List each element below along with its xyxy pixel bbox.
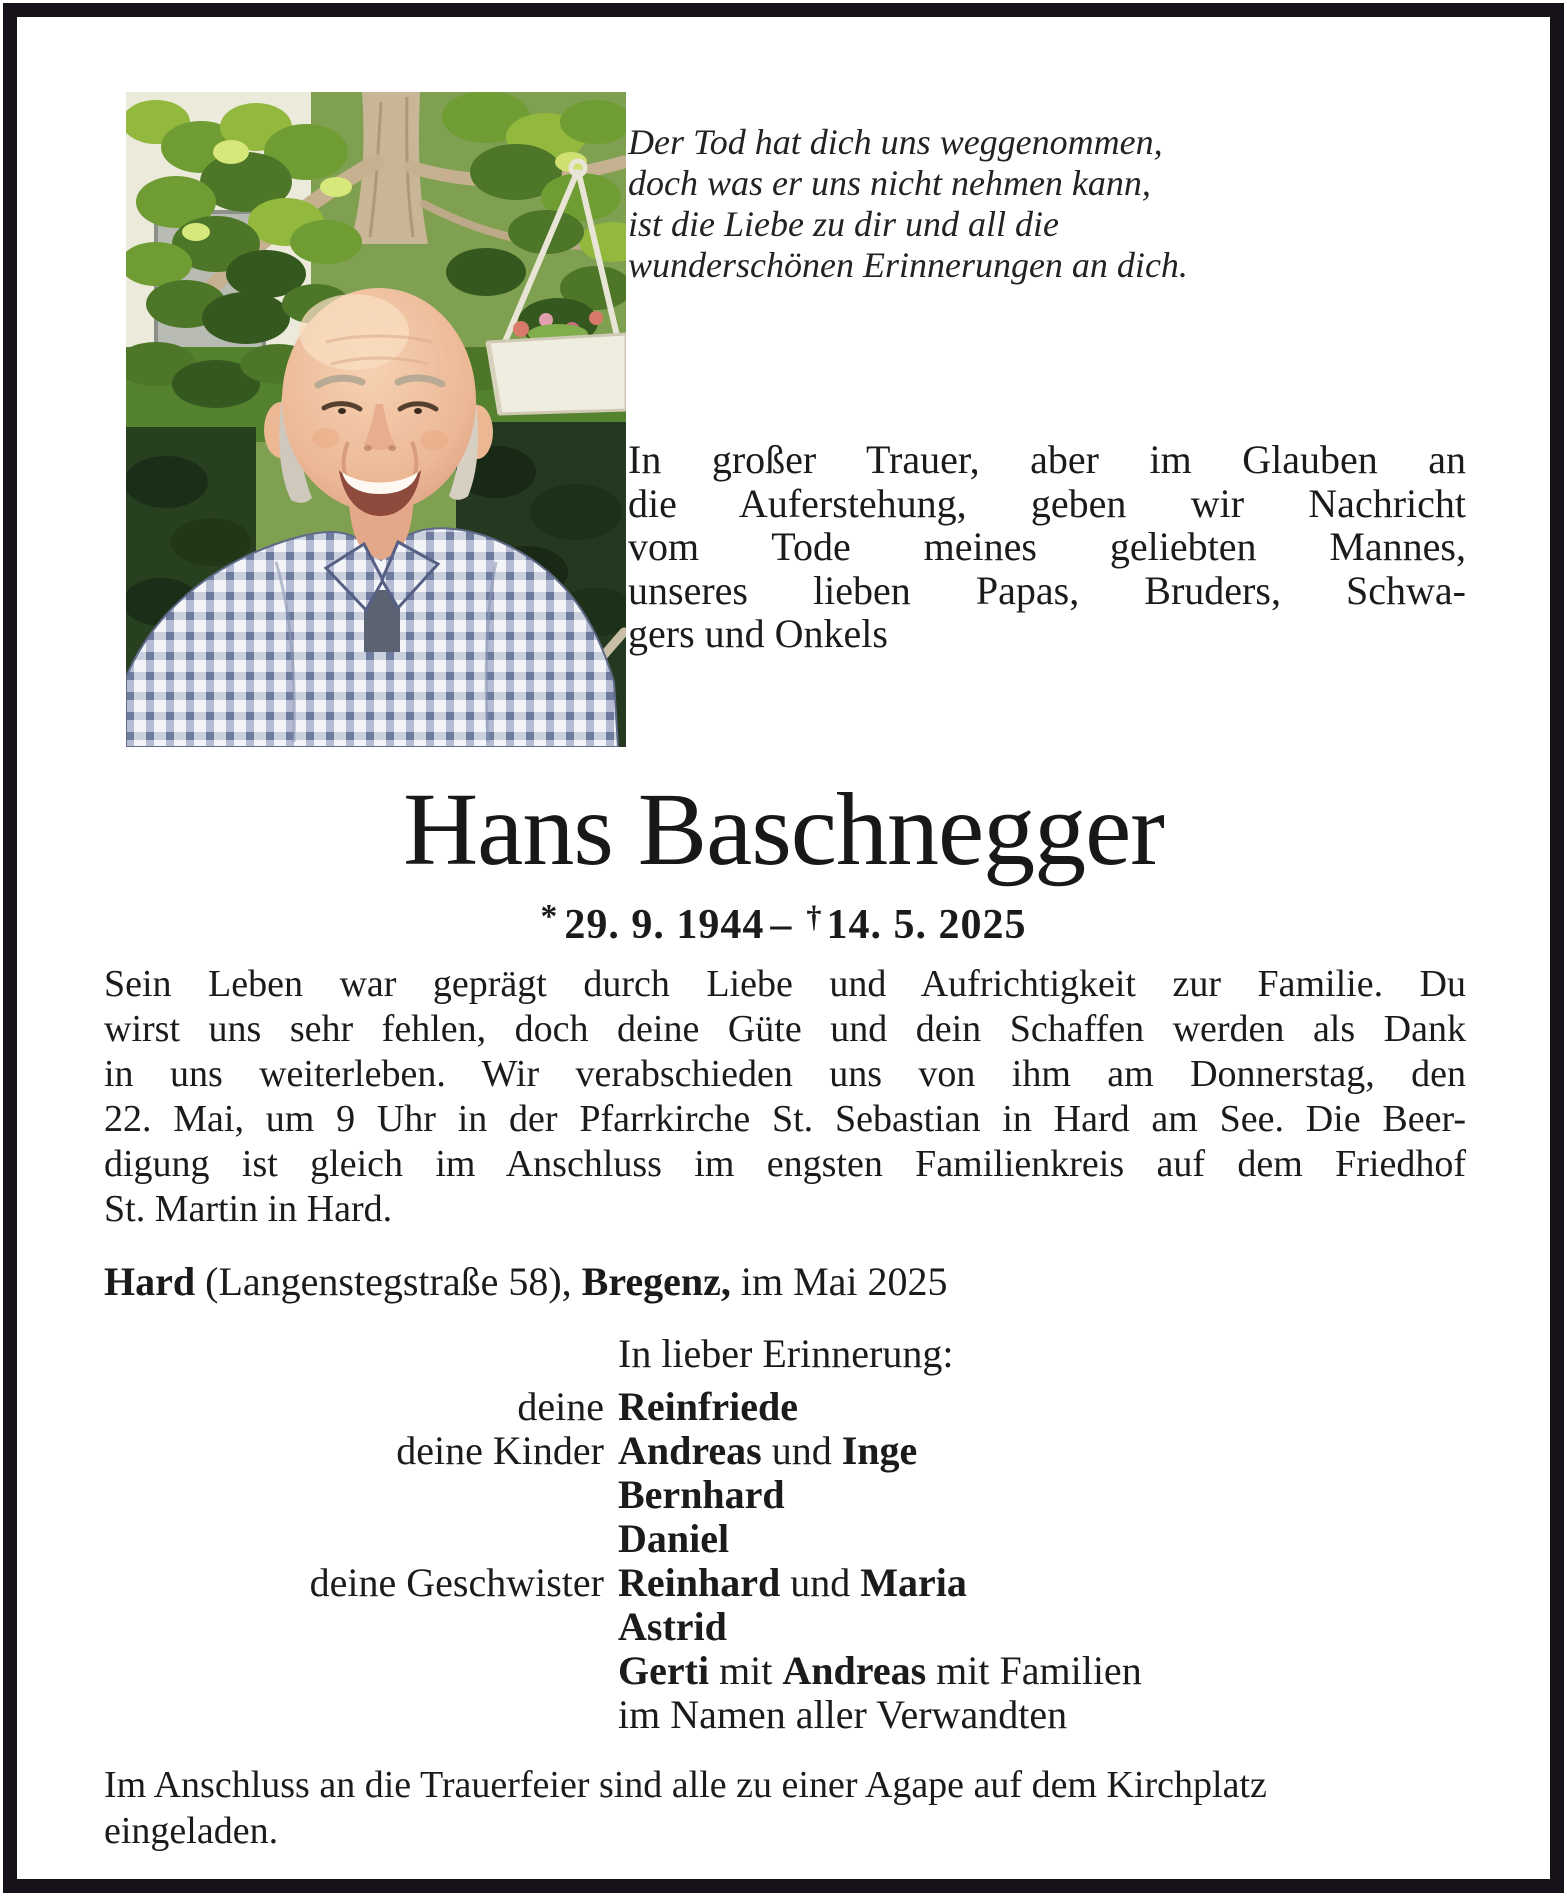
bold-text: Inge	[841, 1428, 918, 1473]
mourner-relation-label	[104, 1693, 604, 1737]
mourner-names	[618, 1385, 1471, 1429]
portrait-photo	[126, 92, 626, 747]
text-line: die Auferstehung, geben wir Nachricht	[628, 480, 1466, 526]
plain-text: und	[780, 1560, 861, 1605]
bold-text: Maria	[860, 1560, 967, 1605]
text-line: vom Tode meines geliebten Mannes,	[628, 524, 1466, 569]
text-line: eingeladen.	[104, 1810, 279, 1852]
plain-text: mit Familien	[926, 1648, 1142, 1693]
funeral-details	[104, 962, 1466, 1232]
birth-star-symbol: *	[540, 898, 559, 935]
plain-text: (Langenstegstraße 58),	[195, 1259, 582, 1304]
portrait-illustration	[126, 92, 626, 747]
bold-text: Andreas	[618, 1428, 762, 1473]
text-line: unseres lieben Papas, Bruders, Schwa-	[628, 567, 1466, 613]
bold-text: Gerti	[618, 1648, 710, 1693]
text-line: Der Tod hat dich uns weggenommen,	[628, 122, 1163, 162]
text-line: St. Martin in Hard.	[104, 1188, 393, 1230]
mourners-list	[104, 1385, 1471, 1737]
bold-text: Daniel	[618, 1516, 730, 1561]
mourner-names	[618, 1649, 1471, 1693]
mourner-relation-label	[104, 1517, 604, 1561]
plain-text: und	[761, 1428, 842, 1473]
mourner-relation-label	[104, 1605, 604, 1649]
bold-text: Reinhard	[618, 1560, 781, 1605]
text-line: digung ist gleich im Anschluss im engsten Familienkreis auf dem Friedhof	[104, 1143, 1466, 1185]
text-line: In großer Trauer, aber im Glauben an	[628, 437, 1466, 482]
bold-text: Astrid	[618, 1604, 727, 1649]
mourner-names	[618, 1561, 1471, 1605]
text-line: wirst uns sehr fehlen, doch deine Güte und dein Schaffen werden als Dank	[104, 1008, 1466, 1050]
text-line: in uns weiterleben. Wir verabschieden uns von ihm am Donnerstag, den	[104, 1053, 1466, 1095]
bold-text: Reinfriede	[618, 1384, 798, 1429]
mourner-names	[618, 1429, 1471, 1473]
text-line: wunderschönen Erinnerungen an dich.	[628, 245, 1188, 285]
bold-text: Hard	[104, 1259, 196, 1304]
mourner-relation-label	[104, 1649, 604, 1693]
death-announcement	[628, 438, 1466, 656]
death-date: 14. 5. 2025	[826, 901, 1027, 948]
mourner-names	[618, 1605, 1471, 1649]
mourners-section	[104, 1332, 1471, 1737]
text-line: Sein Leben war geprägt durch Liebe und Aufrichtigkeit zur Familie. Du	[104, 963, 1466, 1005]
mourner-relation-label: deine Kinder	[396, 1428, 604, 1473]
deceased-name: Hans Baschnegger	[403, 772, 1164, 887]
mourners-heading: In lieber Erinnerung:	[618, 1331, 954, 1376]
text-line: ist die Liebe zu dir und all die	[628, 204, 1059, 244]
location-date-line	[104, 1258, 1466, 1305]
dates-separator: –	[770, 901, 793, 948]
bold-text: Andreas	[782, 1648, 927, 1693]
mourner-relation-label	[104, 1473, 604, 1517]
mourner-relation-label: deine	[517, 1384, 604, 1429]
agape-invitation	[104, 1762, 1466, 1854]
mourner-names	[618, 1693, 1471, 1737]
bold-text: Bernhard	[618, 1472, 785, 1517]
text-line: doch was er uns nicht nehmen kann,	[628, 163, 1151, 203]
mourner-names	[618, 1517, 1471, 1561]
birth-date: 29. 9. 1944	[564, 901, 765, 948]
bold-text: Bregenz,	[581, 1259, 731, 1304]
plain-text: im Namen aller Verwandten	[618, 1692, 1068, 1737]
life-dates	[0, 898, 1567, 949]
text-line: Im Anschluss an die Trauerfeier sind alle zu einer Agape auf dem Kirchplatz	[104, 1764, 1267, 1806]
text-line: 22. Mai, um 9 Uhr in der Pfarrkirche St. Sebastian in Hard am See. Die Beer-	[104, 1098, 1466, 1140]
plain-text: mit	[709, 1648, 783, 1693]
death-cross-symbol: †	[806, 900, 823, 935]
text-line: gers und Onkels	[628, 611, 888, 656]
plain-text: im Mai 2025	[730, 1259, 948, 1304]
mourner-names	[618, 1473, 1471, 1517]
memorial-poem	[628, 122, 1478, 286]
mourner-relation-label: deine Geschwister	[309, 1560, 604, 1605]
